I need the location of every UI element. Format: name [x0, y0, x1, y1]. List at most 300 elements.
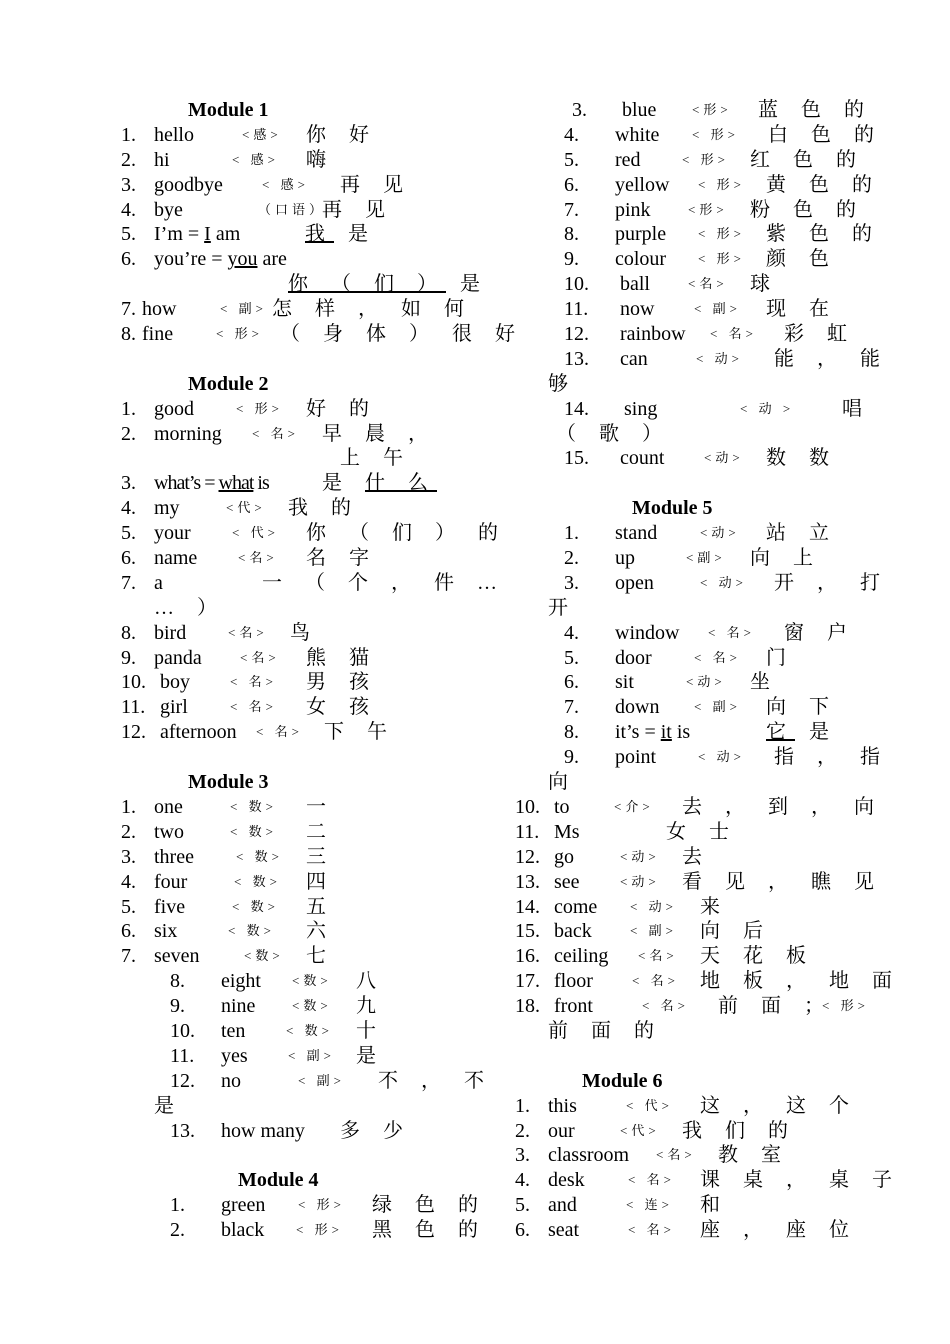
blank-line [118, 1143, 478, 1168]
english-word: sing [624, 397, 658, 420]
vocab-entry [118, 123, 478, 148]
chinese-meaning: 能 ， 能 [774, 347, 889, 370]
entry-number: 10. [121, 671, 146, 694]
english-word: Ms [554, 820, 580, 843]
entry-number: 15. [515, 920, 540, 943]
entry-number: 4. [121, 497, 136, 520]
entry-number: 6. [564, 173, 579, 196]
chinese-meaning: 绿 色 的 [372, 1194, 487, 1217]
vocab-entry [512, 372, 882, 397]
vocab-entry [118, 397, 478, 422]
vocab-entry [512, 1143, 882, 1168]
chinese-meaning: 十 [356, 1019, 385, 1042]
part-of-speech: < 数> [230, 798, 277, 814]
part-of-speech: < 形> [698, 251, 745, 267]
part-of-speech: < 动 > [740, 400, 795, 416]
part-of-speech: < 动> [700, 574, 747, 590]
english-word: yes [221, 1044, 248, 1067]
part-of-speech: < 名> [230, 699, 277, 715]
vocab-entry [118, 297, 478, 322]
entry-number: 13. [170, 1119, 195, 1142]
vocab-entry [512, 670, 882, 695]
entry-number: 4. [515, 1169, 530, 1192]
vocab-entry [512, 272, 882, 297]
vocab-entry [118, 322, 524, 347]
english-word: ceiling [554, 945, 609, 968]
vocab-entry [512, 596, 882, 621]
chinese-meaning: 黑 色 的 [372, 1219, 487, 1242]
english-word: six [154, 920, 178, 943]
entry-number: 8. [564, 223, 579, 246]
module-title: Module 3 [188, 771, 269, 794]
chinese-meaning: 再 见 [340, 173, 412, 196]
vocab-entry [118, 521, 507, 546]
chinese-meaning: 下 午 [324, 721, 396, 744]
chinese-meaning: 是 什 么 [322, 472, 437, 495]
vocab-entry [512, 571, 889, 596]
vocab-entry [512, 1119, 882, 1144]
english-word: classroom [548, 1144, 630, 1167]
part-of-speech: <数> [292, 998, 332, 1014]
part-of-speech: < 动> [698, 749, 745, 765]
chinese-meaning: 名 字 [306, 547, 378, 570]
vocab-entry [118, 720, 478, 745]
blank-line [118, 347, 478, 372]
vocab-entry [118, 695, 478, 720]
chinese-meaning: 你 好 [306, 123, 378, 146]
english-word: three [154, 845, 194, 868]
chinese-meaning: （ 歌 ） [556, 422, 671, 445]
vocab-entry [118, 1019, 478, 1044]
english-word: girl [160, 696, 188, 719]
part-of-speech: < 形> [216, 326, 263, 342]
entry-number: 2. [515, 1119, 530, 1142]
vocab-entry [118, 272, 489, 297]
chinese-meaning: 向 上 [750, 547, 822, 570]
entry-number: 6. [564, 671, 579, 694]
english-word: down [615, 696, 660, 719]
vocab-entry [118, 596, 478, 621]
chinese-meaning: 开 [548, 596, 577, 619]
vocab-entry [118, 571, 506, 596]
part-of-speech: < 名> [642, 998, 689, 1014]
english-word: goodbye [154, 173, 223, 196]
entry-number: 5. [564, 646, 579, 669]
entry-number: 2. [121, 148, 136, 171]
vocab-entry [512, 845, 882, 870]
vocab-entry [512, 397, 882, 422]
part-of-speech: < 名> [252, 425, 299, 441]
entry-number: 17. [515, 970, 540, 993]
chinese-meaning: 一 （ 个 ， 件 … [262, 571, 506, 594]
vocab-entry [118, 471, 478, 496]
vocab-entry [118, 795, 478, 820]
part-of-speech: < 名> [256, 724, 303, 740]
english-word: no [221, 1069, 241, 1092]
english-word: your [154, 522, 191, 545]
part-of-speech: < 形> [236, 400, 283, 416]
entry-number: 12. [515, 845, 540, 868]
entry-number: 9. [564, 248, 579, 271]
vocab-entry [512, 720, 882, 745]
entry-number: 7. [564, 198, 579, 221]
vocab-entry [512, 919, 882, 944]
part-of-speech: < 数> [230, 823, 277, 839]
english-word: green [221, 1194, 266, 1217]
entry-number: 1. [564, 522, 579, 545]
entry-number: 5. [121, 522, 136, 545]
english-word: hello [154, 123, 194, 146]
vocab-entry [118, 1193, 487, 1218]
entry-number: 12. [170, 1069, 195, 1092]
vocab-entry [118, 870, 478, 895]
entry-number: 1. [121, 795, 136, 818]
chinese-meaning: 不 ， 不 [378, 1069, 493, 1092]
module-title: Module 2 [188, 372, 269, 395]
chinese-meaning: 开 ， 打 [774, 571, 889, 594]
english-word: how many [221, 1119, 305, 1142]
entry-number: 6. [121, 547, 136, 570]
part-of-speech: <名> [228, 624, 268, 640]
chinese-meaning: 向 [548, 771, 577, 794]
blank-line [512, 1044, 882, 1069]
chinese-meaning: 鸟 [290, 621, 319, 644]
chinese-meaning: 看 见 ， 瞧 见 [682, 870, 883, 893]
english-word: fine [142, 323, 174, 346]
entry-number: 8. [564, 721, 579, 744]
vocab-entry [118, 646, 478, 671]
chinese-meaning: 去 [682, 845, 711, 868]
vocab-entry [512, 944, 882, 969]
vocab-entry [118, 994, 478, 1019]
vocab-entry [512, 969, 901, 994]
part-of-speech: （口语） [258, 201, 327, 217]
chinese-meaning: 我 是 [305, 223, 377, 246]
chinese-meaning: 三 [306, 845, 335, 868]
vocab-entry [118, 1094, 478, 1119]
blank-line [118, 745, 478, 770]
english-word: eight [221, 970, 261, 993]
vocab-entry [512, 1168, 901, 1193]
chinese-meaning: 好 的 [306, 397, 378, 420]
vocab-entry [118, 845, 478, 870]
entry-number: 3. [515, 1144, 530, 1167]
vocab-entry [512, 695, 882, 720]
chinese-meaning: 上 午 [340, 447, 412, 470]
entry-number: 6. [121, 248, 136, 271]
entry-number: 15. [564, 447, 589, 470]
entry-number: 5. [121, 895, 136, 918]
english-word: purple [615, 223, 667, 246]
entry-number: 8. [121, 621, 136, 644]
chinese-meaning: 球 [750, 273, 779, 296]
english-word: five [154, 895, 186, 918]
chinese-meaning: 够 [548, 372, 577, 395]
english-word: good [154, 397, 194, 420]
entry-number: 2. [564, 547, 579, 570]
entry-number: 4. [564, 621, 579, 644]
chinese-meaning: 地 板 ， 地 面 [700, 970, 901, 993]
chinese-meaning: 蓝 色 的 [758, 99, 873, 121]
english-word: panda [154, 646, 202, 669]
part-of-speech: < 数> [236, 848, 283, 864]
vocab-entry [512, 1218, 882, 1243]
module-heading [118, 1168, 478, 1193]
vocab-entry [512, 198, 882, 223]
part-of-speech: < 形> [698, 226, 745, 242]
part-of-speech: <动> [620, 848, 660, 864]
module-title: Module 4 [238, 1169, 319, 1192]
entry-number: 4. [564, 123, 579, 146]
part-of-speech: <感> [242, 126, 282, 142]
entry-number: 5. [121, 223, 136, 246]
vocab-entry [512, 646, 882, 671]
entry-number: 1. [121, 397, 136, 420]
vocab-entry [512, 621, 882, 646]
part-of-speech: < 数> [234, 873, 281, 889]
vocab-entry [118, 969, 478, 994]
english-word: you’re = you are [154, 248, 287, 271]
chinese-meaning: 你 （ 们 ） 是 [288, 273, 489, 296]
vocab-entry [118, 173, 478, 198]
part-of-speech: < 形> [296, 1222, 343, 1238]
part-of-speech: < 代> [232, 525, 279, 541]
chinese-meaning: … ） [154, 596, 226, 619]
chinese-meaning: 指 ， 指 [774, 746, 889, 769]
english-word: front [554, 995, 593, 1018]
english-word: hi [154, 148, 170, 171]
vocab-entry [118, 446, 478, 471]
chinese-meaning: 现 在 [766, 298, 838, 321]
entry-number: 10. [515, 795, 540, 818]
english-word: ten [221, 1019, 246, 1042]
english-word: what’s = what is [154, 472, 269, 495]
english-word: floor [554, 970, 593, 993]
english-word: now [620, 298, 655, 321]
chinese-meaning: 站 立 [766, 522, 838, 545]
vocab-entry [512, 446, 882, 471]
left-column [118, 98, 524, 1243]
chinese-meaning: 唱 [842, 397, 871, 420]
module-heading [118, 372, 478, 397]
part-of-speech: <数> [244, 948, 284, 964]
vocab-entry [512, 770, 882, 795]
vocab-entry [512, 347, 889, 372]
part-of-speech: < 数> [228, 923, 275, 939]
chinese-meaning: 四 [306, 870, 335, 893]
part-of-speech: <动> [704, 450, 744, 466]
part-of-speech: < 名> [710, 326, 757, 342]
english-word: up [615, 547, 635, 570]
chinese-meaning: 我 们 的 [682, 1119, 797, 1142]
part-of-speech: <形> [692, 102, 732, 117]
part-of-speech: < 副> [630, 923, 677, 939]
part-of-speech: < 形> [298, 1197, 345, 1213]
part-of-speech: < 副> [288, 1047, 335, 1063]
chinese-meaning: 来 [700, 895, 729, 918]
english-word: boy [160, 671, 190, 694]
module-title: Module 6 [582, 1069, 663, 1092]
part-of-speech: <动> [686, 674, 726, 690]
english-word: a [154, 571, 163, 594]
module-title: Module 5 [632, 497, 713, 520]
english-word: open [615, 571, 654, 594]
entry-number: 1. [170, 1194, 185, 1217]
vocab-entry [512, 247, 882, 272]
vocab-entry [118, 1119, 478, 1144]
part-of-speech: < 形> [822, 998, 869, 1014]
english-word: rainbow [620, 323, 686, 346]
vocab-entry [512, 795, 882, 820]
chinese-meaning: 前 面 ； [718, 995, 833, 1018]
chinese-meaning: 这 ， 这 个 [700, 1094, 858, 1117]
english-word: afternoon [160, 721, 237, 744]
entry-number: 10. [564, 273, 589, 296]
vocab-entry [118, 222, 478, 247]
chinese-meaning: 多 少 [340, 1119, 412, 1142]
entry-number: 3. [121, 173, 136, 196]
vocab-entry [118, 820, 478, 845]
chinese-meaning: 彩 虹 [784, 323, 856, 346]
vocab-entry [118, 670, 478, 695]
chinese-meaning: 熊 猫 [306, 646, 378, 669]
entry-number: 8. [170, 970, 185, 993]
entry-number: 9. [121, 646, 136, 669]
right-column [512, 98, 901, 1243]
english-word: ball [620, 273, 650, 296]
chinese-meaning: 粉 色 的 [750, 198, 865, 221]
entry-number: 5. [564, 148, 579, 171]
part-of-speech: <数> [292, 973, 332, 989]
english-word: morning [154, 422, 222, 445]
part-of-speech: < 副> [220, 301, 267, 317]
part-of-speech: < 数> [232, 898, 279, 914]
entry-number: 9. [564, 746, 579, 769]
module-heading [512, 1069, 882, 1094]
chinese-meaning: 向 下 [766, 696, 838, 719]
vocab-entry [512, 123, 882, 148]
part-of-speech: < 代> [626, 1097, 673, 1113]
entry-number: 1. [515, 1094, 530, 1117]
english-word: can [620, 347, 648, 370]
chinese-meaning: 坐 [750, 671, 779, 694]
vocab-entry [512, 322, 882, 347]
english-word: yellow [615, 173, 670, 196]
vocab-entry [512, 148, 882, 173]
part-of-speech: < 感> [232, 151, 279, 167]
entry-number: 13. [515, 870, 540, 893]
chinese-meaning: 天 花 板 [700, 945, 815, 968]
chinese-meaning: 我 的 [288, 497, 360, 520]
vocab-entry [512, 820, 882, 845]
english-word: nine [221, 995, 256, 1018]
entry-number: 10. [170, 1019, 195, 1042]
entry-number: 5. [515, 1194, 530, 1217]
entry-number: 16. [515, 945, 540, 968]
entry-number: 13. [564, 347, 589, 370]
part-of-speech: < 名> [628, 1172, 675, 1188]
entry-number: 3. [572, 99, 587, 121]
english-word: this [548, 1094, 577, 1117]
chinese-meaning: 课 桌 ， 桌 子 [700, 1169, 901, 1192]
chinese-meaning: 门 [766, 646, 795, 669]
chinese-meaning: 早 晨 ， [322, 422, 437, 445]
entry-number: 9. [170, 995, 185, 1018]
chinese-meaning: 再 见 [322, 198, 394, 221]
chinese-meaning: 教 室 [718, 1144, 790, 1167]
english-word: how [142, 298, 177, 321]
english-word: bye [154, 198, 183, 221]
vocab-entry [118, 1069, 493, 1094]
vocab-entry [512, 98, 882, 123]
chinese-meaning: 五 [306, 895, 335, 918]
chinese-meaning: （ 身 体 ） 很 好 [280, 323, 524, 346]
english-word: two [154, 820, 184, 843]
chinese-meaning: 颜 色 [766, 248, 838, 271]
chinese-meaning: 一 [306, 795, 335, 818]
english-word: four [154, 870, 188, 893]
chinese-meaning: 是 [154, 1094, 183, 1117]
chinese-meaning: 怎 样 ， 如 何 [272, 298, 473, 321]
chinese-meaning: 六 [306, 920, 335, 943]
english-word: black [221, 1219, 265, 1242]
chinese-meaning: 黄 色 的 [766, 173, 881, 196]
english-word: our [548, 1119, 575, 1142]
entry-number: 14. [564, 397, 589, 420]
vocab-entry [118, 148, 478, 173]
vocab-entry [512, 1094, 882, 1119]
chinese-meaning: 紫 色 的 [766, 223, 881, 246]
part-of-speech: < 动> [630, 898, 677, 914]
part-of-speech: <名> [688, 276, 728, 292]
chinese-meaning: 八 [356, 970, 385, 993]
part-of-speech: <名> [238, 550, 278, 566]
chinese-meaning: 嗨 [306, 148, 335, 171]
english-word: and [548, 1194, 577, 1217]
part-of-speech: < 形> [692, 126, 739, 142]
entry-number: 7. [121, 571, 136, 594]
english-word: I’m = I am [154, 223, 241, 246]
entry-number: 12. [121, 721, 146, 744]
vocab-entry [512, 521, 882, 546]
english-word: sit [615, 671, 634, 694]
entry-number: 3. [121, 845, 136, 868]
entry-number: 3. [564, 571, 579, 594]
vocab-entry [512, 297, 882, 322]
english-word: point [615, 746, 657, 769]
english-word: go [554, 845, 574, 868]
chinese-meaning: 座 ， 座 位 [700, 1219, 858, 1242]
english-word: colour [615, 248, 667, 271]
entry-number: 2. [121, 820, 136, 843]
module-heading [118, 770, 478, 795]
english-word: pink [615, 198, 651, 221]
chinese-meaning: 去 ， 到 ， 向 [682, 795, 883, 818]
entry-number: 12. [564, 323, 589, 346]
entry-number: 6. [121, 920, 136, 943]
entry-number: 4. [121, 198, 136, 221]
entry-number: 11. [515, 820, 540, 843]
vocab-entry [512, 422, 882, 447]
chinese-meaning: 九 [356, 995, 385, 1018]
part-of-speech: < 名> [632, 973, 679, 989]
part-of-speech: <名> [638, 948, 678, 964]
english-word: blue [622, 99, 657, 121]
entry-number: 11. [170, 1044, 195, 1067]
entry-number: 11. [564, 298, 589, 321]
entry-number: 6. [515, 1219, 530, 1242]
entry-number: 11. [121, 696, 146, 719]
